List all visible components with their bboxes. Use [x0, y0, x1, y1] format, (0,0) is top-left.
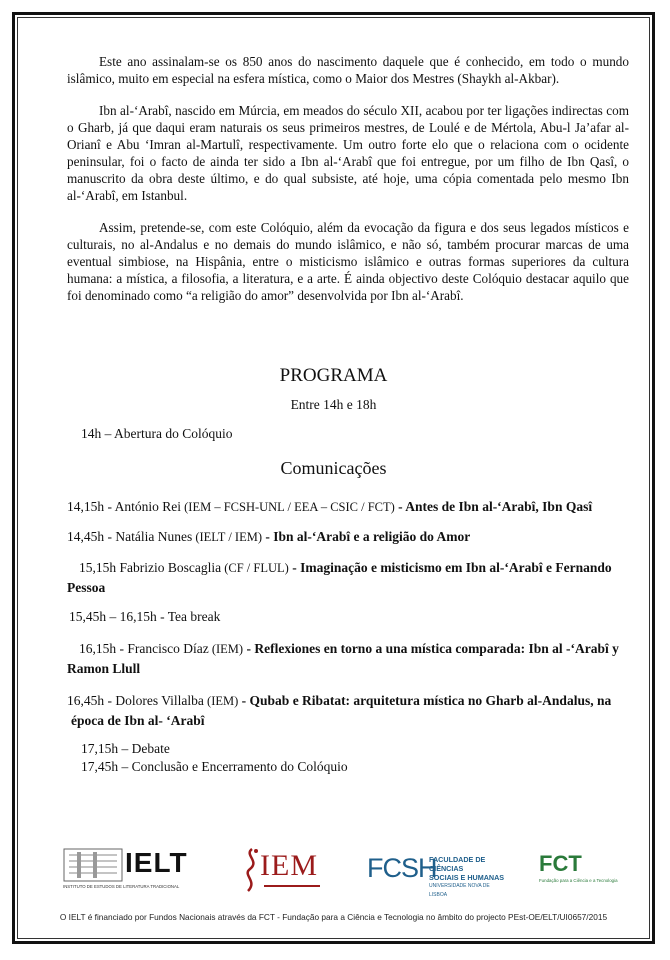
poster-page — [12, 12, 655, 944]
tea-break-item: 15,45h – 16,15h - Tea break — [69, 609, 221, 624]
opening-item: 14h – Abertura do Colóquio — [81, 426, 233, 441]
fct-wordmark: FCT — [539, 851, 582, 876]
logos-row — [15, 845, 652, 905]
schedule-hours: Entre 14h e 18h — [290, 397, 377, 412]
talk-time-speaker: 14,15h - António Rei — [67, 499, 181, 514]
talk-affiliation: (IELT / IEM) — [192, 530, 263, 544]
ielt-logo — [63, 845, 205, 889]
talk-item — [67, 527, 629, 547]
talk-affiliation: (IEM) — [208, 642, 244, 656]
talk-title: - Imaginação e misticismo em Ibn al-‘Arabî e Fernando Pessoa — [67, 560, 612, 595]
programa-heading: PROGRAMA — [279, 365, 388, 386]
ielt-wordmark: IELT — [125, 847, 188, 878]
fcsh-subtitle — [429, 855, 509, 900]
talk-item — [67, 497, 629, 517]
iem-wordmark: IEM — [260, 849, 318, 882]
fct-logo — [539, 851, 625, 891]
iem-logo — [240, 845, 322, 897]
talk-item — [67, 691, 633, 730]
ielt-subtitle: INSTITUTO DE ESTUDOS DE LITERATURA TRADICIONAL — [63, 884, 180, 889]
intro-text — [67, 53, 629, 319]
intro-paragraph-3: Assim, pretende-se, com este Colóquio, além da evocação da figura e dos seus legados místicos e culturais, no al-Andalus e no demais do mundo islâmico, e não só, também procurar marcas de uma eventual simbiose, na Hispânia, entre o misticismo islâmico e outras formas superiores da cultura humana: a mística, a filosofia, a literatura, e a arte. É ainda objectivo deste Colóquio destacar aquilo que foi denominado como “a religião do amor” desenvolvida por Ibn al-‘Arabî. — [67, 220, 629, 303]
talk-title: - Qubab e Ribatat: arquitetura mística no Gharb al-Andalus, na época de Ibn al- ‘Arabî — [71, 693, 612, 728]
talk-title: - Antes de Ibn al-‘Arabî, Ibn Qasî — [394, 499, 593, 514]
fcsh-logo — [367, 849, 507, 898]
comunicacoes-heading: Comunicações — [280, 458, 387, 478]
talk-time-speaker: 15,15h Fabrizio Boscaglia — [79, 560, 222, 575]
fcsh-wordmark: FCSH — [367, 853, 437, 883]
ielt-emblem-icon — [63, 847, 123, 885]
fct-subtitle: Fundação para a Ciência e a Tecnologia — [539, 878, 618, 883]
intro-paragraph-2: Ibn al-‘Arabî, nascido em Múrcia, em meados do século XII, acabou por ter ligações indirectas com o Gharb, já que daqui eram naturais os seus primeiros mestres, de Loulé e de Mértola, Abu-l Ja’afar al-Orianî e Abu ‘Imran al-Martulî, respectivamente. Um outro forte elo que o relaciona com o ocidente peninsular, foi o facto de ainda ter sido a Ibn al-‘Arabî que foi entregue, por um filho de Ibn Qasî, o manuscrito da obra deste último, e do qual subsiste, até hoje, uma cópia comentada pelo mesmo Ibn al-‘Arabî, em Istanbul. — [67, 103, 629, 203]
funding-footer: O IELT é financiado por Fundos Nacionais através da FCT - Fundação para a Ciência e Tecnologia no âmbito do projecto PEst-OE/ELT/UI0657/2015 — [59, 912, 608, 922]
closing-item: 17,45h – Conclusão e Encerramento do Colóquio — [81, 759, 348, 774]
talk-affiliation: (IEM – FCSH-UNL / EEA – CSIC / FCT) — [181, 500, 395, 514]
intro-paragraph-1: Este ano assinalam-se os 850 anos do nascimento daquele que é conhecido, em todo o mundo islâmico, muito em especial na esfera mística, como o Maior dos Mestres (Shaykh al-Akbar). — [67, 54, 629, 86]
talk-affiliation: (CF / FLUL) — [221, 561, 289, 575]
debate-item: 17,15h – Debate — [81, 741, 170, 756]
talk-time-speaker: 16,45h - Dolores Villalba — [67, 693, 204, 708]
talk-item — [67, 558, 629, 597]
talk-time-speaker: 14,45h - Natália Nunes — [67, 529, 193, 544]
fcsh-sub-line-2: SOCIAIS E HUMANAS — [429, 873, 505, 882]
talk-affiliation: (IEM) — [203, 694, 239, 708]
talk-title: - Ibn al-‘Arabî e a religião do Amor — [262, 529, 471, 544]
talk-time-speaker: 16,15h - Francisco Díaz — [79, 641, 209, 656]
fcsh-sub-line-1: FACULDADE DE CIÊNCIAS — [429, 855, 486, 873]
iem-underline — [264, 885, 320, 887]
talk-title: - Reflexiones en torno a una mística comparada: Ibn al -‘Arabî y Ramon Llull — [67, 641, 619, 676]
fcsh-sub-line-3: UNIVERSIDADE NOVA DE LISBOA — [429, 883, 490, 898]
talk-item — [67, 639, 629, 678]
